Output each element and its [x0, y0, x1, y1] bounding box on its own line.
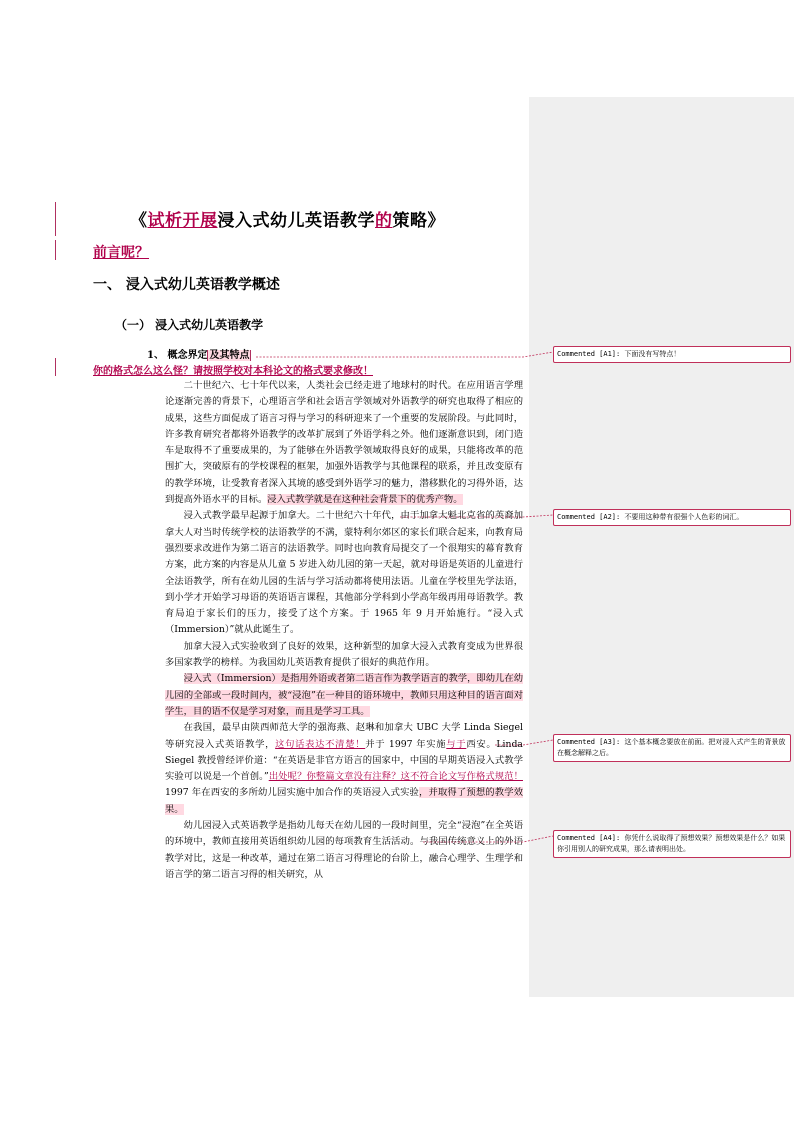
- comment-a3[interactable]: Commented [A3]: 这个基本概念要放在前面。把对浸入式产生的背景放在概念解释之后。: [553, 734, 791, 762]
- inline-review-remark: 这句话表达不清楚！: [275, 738, 366, 750]
- inline-review-remark: 你的格式怎么这么怪？请按照学校对本科论文的格式要求修改！: [93, 366, 373, 377]
- paragraph: 在我国，最早由陕西师范大学的强海燕、赵琳和加拿大 UBC 大学 Linda Siegel 等研究浸入式英语教学，这句话表达不清楚！并于 1997 年实施与于西安。Linda Siegel 教授曾经评价道：“在英语是非官方语言的国家中，中国的早期英语浸入式教学实验可以说是一个首创。”出处呢？你整篇文章没有注释？这不符合论文写作格式规范！1997 年在西安的多所幼儿园实施中加合作的英语浸入式实验，并取得了预想的教学效果。: [165, 722, 523, 815]
- inline-review-remark: 与于: [446, 738, 467, 750]
- paragraph: 加拿大浸入式实验收到了良好的效果，这种新型的加拿大浸入式教育变成为世界很多国家教学的榜样。为我国幼儿英语教育提供了很好的典范作用。: [165, 640, 523, 669]
- heading-3: 1、 概念界定 及其特点: [147, 350, 250, 361]
- commented-range-a2[interactable]: 浸入式教学就是在这种社会背景下的优秀产物。: [267, 494, 463, 506]
- heading-1: 一、 浸入式幼儿英语教学概述: [93, 277, 280, 293]
- heading-2: （一） 浸入式幼儿英语教学: [115, 318, 264, 332]
- commented-range-a3[interactable]: 浸入式（Immersion）是指用外语或者第二语言作为教学语言的教学，即幼儿在幼儿园的全部或一段时间内，被“浸泡”在一种目的语环境中，教师只用这种目的语言面对学生，目的语不仅是学习对象，而且是学习工具。: [165, 673, 523, 717]
- commented-range-a4[interactable]: ，并取得了预想的教学效果。: [165, 787, 523, 815]
- inline-review-remark: 出处呢？你整篇文章没有注释？这不符合论文写作格式规范！: [268, 771, 523, 783]
- comment-a2[interactable]: Commented [A2]: 不要用这种带有很强个人色彩的词汇。: [553, 509, 791, 526]
- paragraph: 浸入式教学最早起源于加拿大。二十世纪六十年代，由于加拿大魁北克省的英裔加拿大人对当时传统学校的法语教学的不满，蒙特利尔郊区的家长们联合起来，向教育局强烈要求改进作为第二语言的法语教学。同时也向教育局提交了一个很翔实的幕育教育方案，此方案的内容是从儿童 5 岁进入幼儿园的第一天起，就对母语是英语的儿童进行全法语教学，所有在幼儿园的生活与学习活动都将使用法语。儿童在学校里先学法语，到小学才开始学习母语的英语语言课程，其他部分学科到小学高年级再用母语教学。教育局迫于家长们的压力，接受了这个方案。于 1965 年 9 月开始施行。“浸入式（Immersion）”就从此诞生了。: [165, 510, 523, 636]
- comment-a1[interactable]: Commented [A1]: 下面没有写特点！: [553, 346, 791, 363]
- commented-range-a1[interactable]: 及其特点: [209, 350, 250, 361]
- paragraph: 二十世纪六、七十年代以来，人类社会已经走进了地球村的时代。在应用语言学理论逐渐完善的背景下，心理语言学和社会语言学领域对外语教学的研究也取得了相应的成果，这些方面促成了语言习得与学习的科研迎来了一个重要的发展阶段。与此同时，许多教育研究者都将外语教学的改革扩展到了外语学科之外。他们逐渐意识到，闭门造车是取得不了重要成果的，为了能够在外语教学领域取得良好的成果，只能将改革的范围扩大，突破原有的学校课程的框架，加强外语教学与其他课程的联系，并且改变原有的教学环境，让受教育者深入其境的感受到外语学习的魅力，潜移默化的习得外语，达到提高外语水平的目标。浸入式教学就是在这种社会背景下的优秀产物。: [165, 380, 523, 506]
- document-title: 《试析开展浸入式幼儿英语教学的策略》: [130, 211, 445, 231]
- inserted-preface-note: 前言呢？: [93, 245, 149, 261]
- paragraph: 幼儿园浸入式英语教学是指幼儿每天在幼儿园的一段时间里，完全“浸泡”在全英语的环境中，教师直接用英语组织幼儿园的每项教育生活活动。与我国传统意义上的外语教学对比，这是一种改革，通过在第二语言习得理论的台阶上，融合心理学、生理学和语言学的第二语言习得的相关研究，从: [165, 820, 523, 880]
- comment-a4[interactable]: Commented [A4]: 你凭什么说取得了预想效果？预想效果是什么？如果你引用别人的研究成果，那么请表明出处。: [553, 830, 791, 858]
